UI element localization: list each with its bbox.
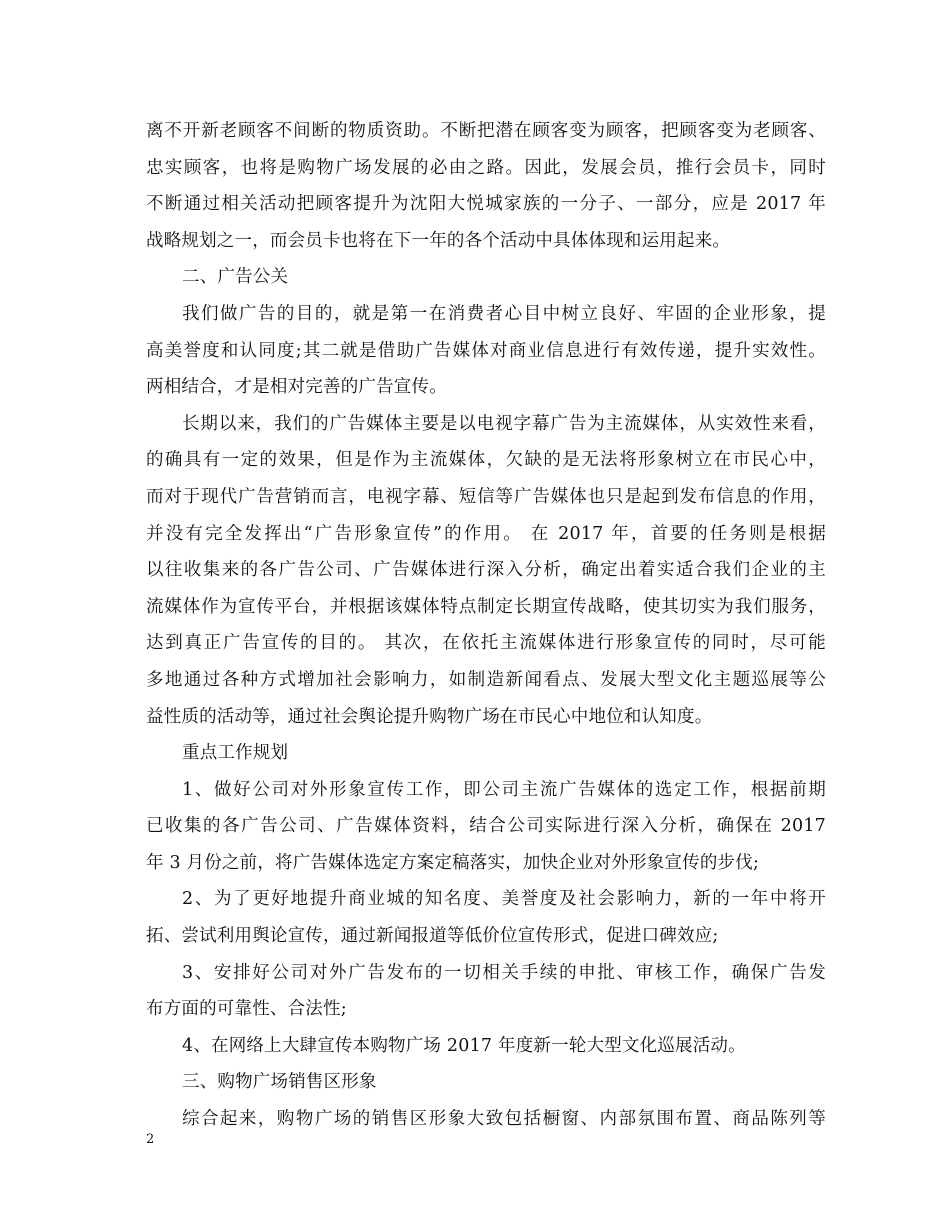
- list-item-line: 3、安排好公司对外广告发布的一切相关手续的申批、审核工作，确保广告发: [182, 962, 826, 983]
- paragraph-line: 综合起来，购物广场的销售区形象大致包括橱窗、内部氛围布置、商品陈列等: [182, 1109, 826, 1130]
- section-heading-sales-area: 三、购物广场销售区形象: [182, 1072, 377, 1093]
- paragraph-line: 战略规划之一，而会员卡也将在下一年的各个活动中具体体现和运用起来。: [146, 230, 731, 251]
- paragraph-line: 多地通过各种方式增加社会影响力，如制造新闻看点、发展大型文化主题巡展等公: [146, 669, 826, 690]
- list-item-line: 布方面的可靠性、合法性;: [146, 999, 347, 1020]
- section-heading-key-work: 重点工作规划: [182, 743, 289, 764]
- list-item-line: 4、在网络上大肆宣传本购物广场 2017 年度新一轮大型文化巡展活动。: [182, 1035, 746, 1056]
- paragraph-line: 忠实顾客，也将是购物广场发展的必由之路。因此，发展会员，推行会员卡，同时: [146, 157, 826, 178]
- paragraph-line: 高美誉度和认同度;其二就是借助广告媒体对商业信息进行有效传递，提升实效性。: [146, 340, 826, 361]
- section-heading-advertising: 二、广告公关: [182, 267, 289, 288]
- paragraph-line: 流媒体作为宣传平台，并根据该媒体特点制定长期宣传战略，使其切实为我们服务，: [146, 596, 826, 617]
- paragraph-line: 我们做广告的目的，就是第一在消费者心目中树立良好、牢固的企业形象，提: [182, 303, 826, 324]
- document-body: [146, 113, 826, 1138]
- paragraph-line: 并没有完全发挥出“广告形象宣传”的作用。 在 2017 年，首要的任务则是根据: [146, 523, 826, 544]
- list-item-line: 2、为了更好地提升商业城的知名度、美誉度及社会影响力，新的一年中将开: [182, 889, 826, 910]
- paragraph-line: 以往收集来的各广告公司、广告媒体进行深入分析，确定出着实适合我们企业的主: [146, 560, 826, 581]
- page-number: 2: [146, 1132, 155, 1147]
- list-item-line: 已收集的各广告公司、广告媒体资料，结合公司实际进行深入分析，确保在 2017: [146, 816, 826, 837]
- list-item-line: 1、做好公司对外形象宣传工作，即公司主流广告媒体的选定工作，根据前期: [182, 779, 826, 800]
- paragraph-line: 达到真正广告宣传的目的。 其次，在依托主流媒体进行形象宣传的同时，尽可能: [146, 633, 826, 654]
- paragraph-line: 长期以来，我们的广告媒体主要是以电视字幕广告为主流媒体，从实效性来看，: [182, 413, 826, 434]
- paragraph-line: 的确具有一定的效果，但是作为主流媒体，欠缺的是无法将形象树立在市民心中，: [146, 450, 826, 471]
- paragraph-line: 两相结合，才是相对完善的广告宣传。: [146, 377, 447, 398]
- list-item-line: 年 3 月份之前，将广告媒体选定方案定稿落实，加快企业对外形象宣传的步伐;: [146, 852, 760, 873]
- paragraph-line: 而对于现代广告营销而言，电视字幕、短信等广告媒体也只是起到发布信息的作用，: [146, 486, 826, 507]
- paragraph-line: 离不开新老顾客不间断的物质资助。不断把潜在顾客变为顾客，把顾客变为老顾客、: [146, 121, 826, 141]
- list-item-line: 拓、尝试利用舆论宣传，通过新闻报道等低价位宣传形式，促进口碑效应;: [146, 926, 719, 947]
- paragraph-line: 益性质的活动等，通过社会舆论提升购物广场在市民心中地位和认知度。: [146, 706, 713, 727]
- paragraph-line: 不断通过相关活动把顾客提升为沈阳大悦城家族的一分子、一部分，应是 2017 年: [146, 194, 826, 215]
